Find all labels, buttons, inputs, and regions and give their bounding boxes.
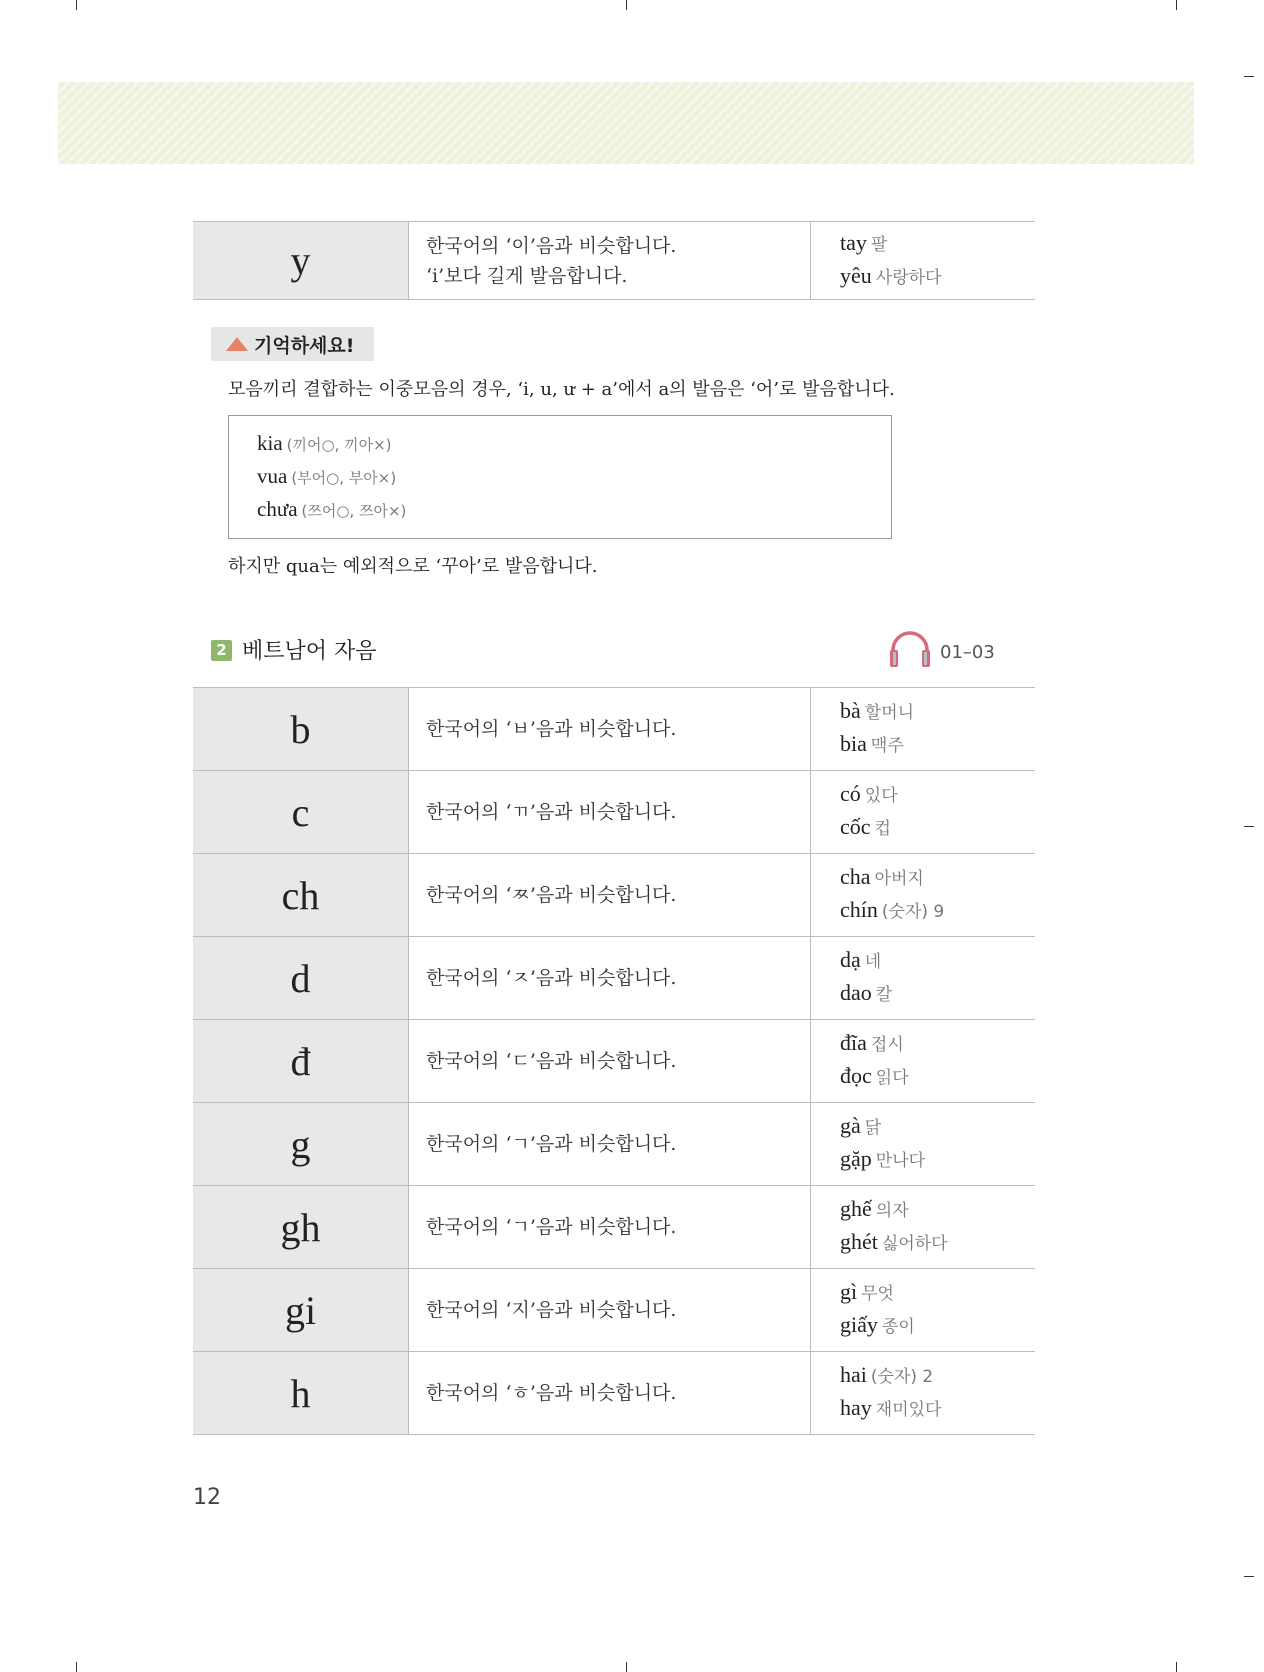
description-cell: 한국어의 ‘지’음과 비슷합니다. (409, 1269, 811, 1352)
example-line (840, 1227, 1035, 1260)
table-row (193, 1352, 1035, 1435)
example-word: chín (840, 897, 878, 922)
example-word: bia (840, 731, 867, 756)
example-meaning: 팔 (870, 234, 888, 255)
example-meaning: 무엇 (861, 1284, 894, 1304)
example-cell (811, 1103, 1036, 1186)
table-row (193, 1269, 1035, 1352)
box-note: (쯔어○, 쯔아×) (301, 502, 407, 520)
example-line (840, 895, 1035, 928)
example-meaning: 맥주 (870, 736, 904, 756)
example-meaning: 만나다 (875, 1151, 926, 1171)
crop-mark (626, 0, 627, 10)
example-meaning: 사랑하다 (875, 267, 942, 288)
example-meaning: 닭 (864, 1118, 882, 1138)
example-cell (811, 937, 1036, 1020)
crop-mark (1176, 1662, 1177, 1672)
crop-mark (76, 0, 77, 10)
description-cell (409, 222, 811, 300)
example-word: có (840, 781, 861, 806)
memo-text: 모음끼리 결합하는 이중모음의 경우, ‘i, u, ư + a’에서 a의 발음은 ‘어’로 발음합니다. (228, 379, 895, 400)
example-cell (811, 1352, 1036, 1435)
letter-cell: gi (193, 1269, 409, 1352)
example-meaning: 칼 (875, 985, 893, 1005)
remember-badge (211, 327, 374, 361)
example-line (840, 1061, 1035, 1094)
example-line (840, 1360, 1035, 1393)
section-title: 베트남어 자음 (242, 639, 377, 664)
example-word: yêu (840, 262, 872, 288)
example-cell (811, 1269, 1036, 1352)
example-cell (811, 1020, 1036, 1103)
audio-track-number: 01–03 (940, 642, 995, 663)
box-example-line (257, 427, 891, 460)
example-word: gặp (840, 1146, 872, 1171)
table-row (193, 1103, 1035, 1186)
example-meaning: 읽다 (875, 1068, 909, 1088)
example-word: đĩa (840, 1030, 867, 1055)
example-meaning: 의자 (875, 1201, 909, 1221)
example-line (840, 862, 1035, 895)
example-word: dạ (840, 947, 861, 972)
headphones-icon[interactable] (887, 630, 933, 668)
table-row (193, 1186, 1035, 1269)
example-line (840, 1111, 1035, 1144)
crop-mark (1244, 1576, 1254, 1577)
letter-cell: b (193, 688, 409, 771)
example-cell (811, 1186, 1036, 1269)
box-word: kia (257, 431, 283, 455)
example-word: cha (840, 864, 871, 889)
section-number-badge: 2 (211, 640, 232, 661)
example-meaning: 싫어하다 (881, 1234, 948, 1254)
vowel-y-table (193, 221, 1035, 300)
example-line (840, 1310, 1035, 1343)
box-word: vua (257, 464, 288, 488)
example-word: đọc (840, 1063, 872, 1088)
example-word: gà (840, 1113, 861, 1138)
box-note: (끼어○, 끼아×) (286, 436, 392, 454)
example-line (840, 812, 1035, 845)
example-cell (811, 854, 1036, 937)
crop-mark (626, 1662, 627, 1672)
description-cell: 한국어의 ‘ㄱ’음과 비슷합니다. (409, 1103, 811, 1186)
example-meaning: (숫자) 2 (870, 1367, 934, 1387)
example-meaning: 할머니 (864, 703, 915, 723)
example-word: cốc (840, 814, 871, 839)
exception-note: 하지만 qua는 예외적으로 ‘꾸아’로 발음합니다. (228, 556, 598, 577)
table-row (193, 854, 1035, 937)
example-meaning: 네 (864, 952, 882, 972)
example-line (840, 978, 1035, 1011)
letter-cell: g (193, 1103, 409, 1186)
table-row (193, 222, 1035, 300)
example-meaning: 접시 (870, 1035, 904, 1055)
example-meaning: 종이 (881, 1317, 915, 1337)
table-row (193, 1020, 1035, 1103)
example-meaning: 있다 (864, 786, 898, 806)
letter-cell: h (193, 1352, 409, 1435)
example-line (840, 729, 1035, 762)
letter-cell: d (193, 937, 409, 1020)
table-row (193, 937, 1035, 1020)
example-line (840, 1277, 1035, 1310)
crop-mark (1244, 76, 1254, 77)
header-banner (58, 82, 1194, 164)
page-number: 12 (193, 1485, 221, 1510)
crop-mark (1176, 0, 1177, 10)
description-cell: 한국어의 ‘ㅈ’음과 비슷합니다. (409, 937, 811, 1020)
description-cell: 한국어의 ‘ㅎ’음과 비슷합니다. (409, 1352, 811, 1435)
description-line: 한국어의 ‘이’음과 비슷합니다. (426, 234, 677, 257)
example-word: hai (840, 1362, 867, 1387)
remember-label: 기억하세요! (254, 334, 355, 357)
example-word: bà (840, 698, 861, 723)
example-word: dao (840, 980, 872, 1005)
diphthong-example-box (228, 415, 892, 539)
description-line: ‘i’보다 길게 발음합니다. (426, 264, 628, 287)
table-row (193, 771, 1035, 854)
example-line (840, 1194, 1035, 1227)
letter-cell: y (193, 222, 409, 300)
example-cell (811, 222, 1036, 300)
consonant-table (193, 687, 1035, 1435)
example-cell (811, 771, 1036, 854)
example-word: ghế (840, 1196, 872, 1221)
box-example-line (257, 460, 891, 493)
example-line (840, 1393, 1035, 1426)
example-line (840, 1144, 1035, 1177)
table-row (193, 688, 1035, 771)
example-line (840, 1028, 1035, 1061)
example-meaning: 재미있다 (875, 1400, 942, 1420)
example-cell (811, 688, 1036, 771)
box-note: (부어○, 부아×) (291, 469, 397, 487)
crop-mark (76, 1662, 77, 1672)
box-word: chưa (257, 497, 298, 521)
letter-cell: ch (193, 854, 409, 937)
example-word: tay (840, 229, 867, 255)
example-word: hay (840, 1395, 872, 1420)
example-meaning: 컵 (874, 819, 891, 839)
example-meaning: (숫자) 9 (881, 902, 945, 922)
description-cell: 한국어의 ‘ㅂ’음과 비슷합니다. (409, 688, 811, 771)
box-example-line (257, 493, 891, 526)
example-line (840, 945, 1035, 978)
example-meaning: 아버지 (874, 869, 924, 889)
description-cell: 한국어의 ‘ㄱ’음과 비슷합니다. (409, 1186, 811, 1269)
example-word: ghét (840, 1229, 878, 1254)
example-line (840, 779, 1035, 812)
letter-cell: gh (193, 1186, 409, 1269)
crop-mark (1244, 826, 1254, 827)
description-cell: 한국어의 ‘ㄷ’음과 비슷합니다. (409, 1020, 811, 1103)
example-line (840, 228, 1035, 261)
description-cell: 한국어의 ‘ㄲ’음과 비슷합니다. (409, 771, 811, 854)
example-word: gì (840, 1279, 858, 1304)
example-word: giấy (840, 1312, 878, 1337)
triangle-icon (226, 337, 248, 351)
letter-cell: c (193, 771, 409, 854)
letter-cell: đ (193, 1020, 409, 1103)
example-line (840, 696, 1035, 729)
description-cell: 한국어의 ‘ㅉ’음과 비슷합니다. (409, 854, 811, 937)
example-line (840, 261, 1035, 294)
